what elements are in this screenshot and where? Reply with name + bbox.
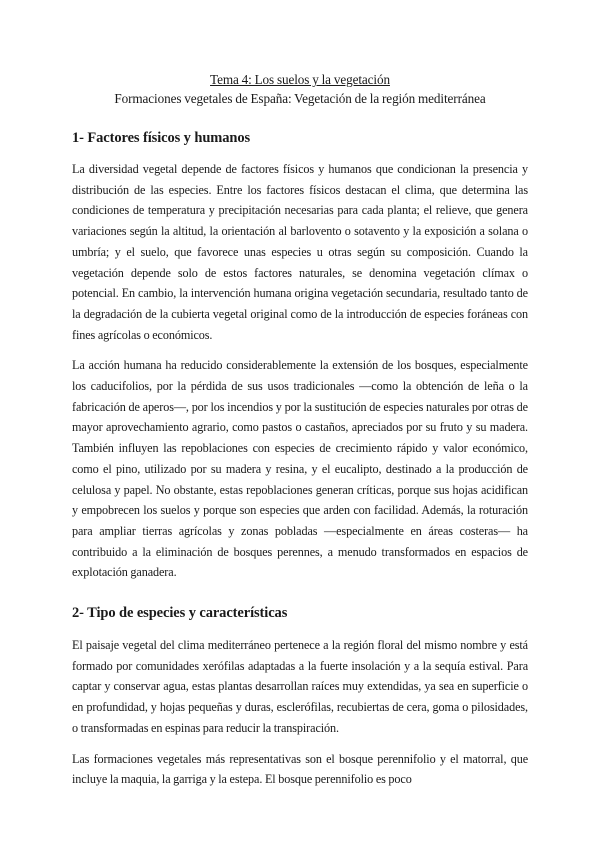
section-heading: 1- Factores físicos y humanos	[72, 130, 251, 146]
document-title: Tema 4: Los suelos y la vegetación	[210, 72, 390, 87]
section-heading: 2- Tipo de especies y características	[72, 605, 288, 622]
paragraph: La diversidad vegetal depende de factores físicos y humanos que condicionan la presencia y distribución de las especies. Entre los factores físicos destacan el clima, que determina las condiciones de temperatura y precipitación necesarias para cada planta; el relieve, que genera variaciones según la altitud, la orientación al barlovento o sotavento y la exposición a solana o umbría; y el suelo, que favorece unas especies u otras según su composición. Cuando la vegetación depende solo de estos factores naturales, se denomina vegetación clímax o potencial. En cambio, la intervención humana origina vegetación secundaria, resultado tanto de la degradación de la cubierta vegetal original como de la introducción de especies foráneas con fines agrícolas o económicos.	[72, 162, 528, 342]
document-page	[72, 70, 528, 800]
paragraph: Las formaciones vegetales más representativas son el bosque perennifolio y el matorral, que incluye la maquia, la garriga y la estepa. El bosque perennifolio es poco	[72, 751, 528, 787]
paragraph: El paisaje vegetal del clima mediterráneo pertenece a la región floral del mismo nombre y está formado por comunidades xerófilas adaptadas a la fuerte insolación y a la sequía estival. Para captar y conservar agua, estas plantas desarrollan raíces muy extendidas, ya sea en superficie o en profundidad, y hojas pequeñas y duras, esclerófilas, recubiertas de cera, goma o pilosidades, o transformadas en espinas para reducir la transpiración.	[72, 638, 528, 735]
document-subtitle: Formaciones vegetales de España: Vegetación de la región mediterránea	[114, 91, 486, 106]
paragraph: La acción humana ha reducido considerablemente la extensión de los bosques, especialmente los caducifolios, por la pérdida de sus usos tradicionales —como la obtención de leña o la fabricación de aperos—, por los incendios y por la sustitución de especies naturales por otras de mayor aprovechamiento agrario, como pastos o castaños, apreciados por su fruto y su madera. También influyen las repoblaciones con especies de crecimiento rápido y valor económico, como el pino, utilizado por su madera y resina, y el eucalipto, destinado a la producción de celulosa y papel. No obstante, estas repoblaciones generan críticas, porque sus hojas acidifican y empobrecen los suelos y porque son especies que arden con facilidad. Además, la roturación para ampliar tierras agrícolas y zonas pobladas —especialmente en áreas costeras— ha contribuido a la eliminación de bosques perennes, a menudo transformados en espacios de explotación ganadera.	[72, 358, 528, 580]
